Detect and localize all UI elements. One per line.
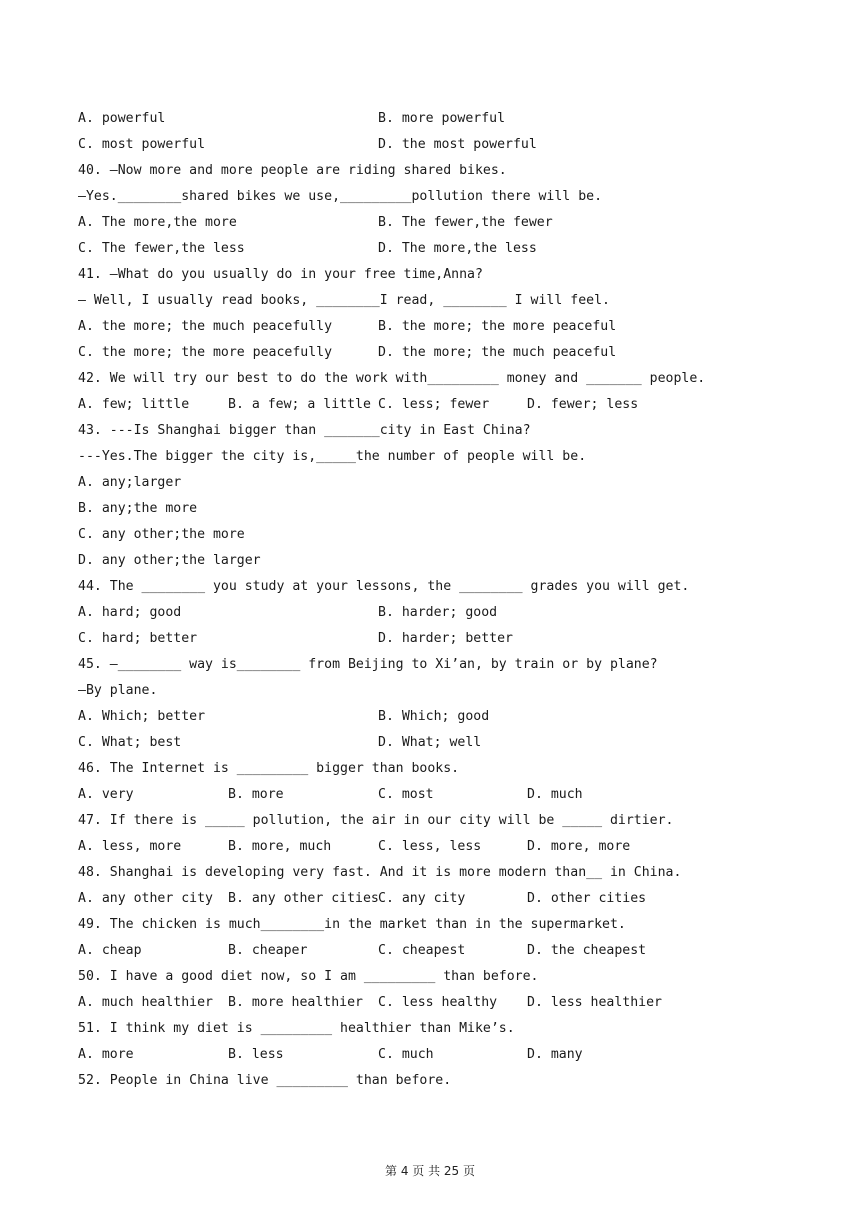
options-row xyxy=(78,834,778,860)
options-row xyxy=(78,210,778,236)
option-b: B. more healthier xyxy=(228,995,363,1010)
text-line: 45. —________ way is________ from Beijing to Xi’an, by train or by plane? xyxy=(78,657,658,672)
option-a: C. hard; better xyxy=(78,631,198,646)
options-row xyxy=(78,704,778,730)
option-b: B. more xyxy=(228,787,284,802)
text-line: —Yes.________shared bikes we use,_________pollution there will be. xyxy=(78,189,603,204)
option-b: B. The fewer,the fewer xyxy=(378,215,553,230)
option-b: B. Which; good xyxy=(378,709,490,724)
option-b: D. the more; the much peaceful xyxy=(378,345,617,360)
options-row xyxy=(78,340,778,366)
option-a: A. few; little xyxy=(78,397,190,412)
option-c: C. cheapest xyxy=(378,943,466,958)
option-d: D. more, more xyxy=(527,839,631,854)
text-line: D. any other;the larger xyxy=(78,553,261,568)
option-b: D. The more,the less xyxy=(378,241,537,256)
text-line: 46. The Internet is _________ bigger than books. xyxy=(78,761,460,776)
option-b: B. cheaper xyxy=(228,943,308,958)
text-line: —By plane. xyxy=(78,683,158,698)
options-row xyxy=(78,886,778,912)
option-d: D. other cities xyxy=(527,891,647,906)
option-c: C. less; fewer xyxy=(378,397,490,412)
text-line: 52. People in China live _________ than before. xyxy=(78,1073,452,1088)
text-line: 49. The chicken is much________in the market than in the supermarket. xyxy=(78,917,626,932)
option-d: D. fewer; less xyxy=(527,397,639,412)
options-row xyxy=(78,1042,778,1068)
option-a: A. hard; good xyxy=(78,605,182,620)
option-b: D. What; well xyxy=(378,735,482,750)
question-list xyxy=(78,106,778,1094)
text-line: 43. ---Is Shanghai bigger than _______city in East China? xyxy=(78,423,531,438)
option-c: C. less, less xyxy=(378,839,482,854)
option-a: A. less, more xyxy=(78,839,182,854)
options-row xyxy=(78,132,778,158)
option-a: A. powerful xyxy=(78,111,166,126)
option-a: A. more xyxy=(78,1047,134,1062)
text-line: 51. I think my diet is _________ healthier than Mike’s. xyxy=(78,1021,515,1036)
options-row xyxy=(78,236,778,262)
text-line: A. any;larger xyxy=(78,475,182,490)
option-b: B. any other cities xyxy=(228,891,379,906)
option-b: B. a few; a little xyxy=(228,397,371,412)
option-b: D. the most powerful xyxy=(378,137,537,152)
option-b: B. harder; good xyxy=(378,605,498,620)
options-row xyxy=(78,392,778,418)
text-line: 48. Shanghai is developing very fast. And it is more modern than__ in China. xyxy=(78,865,682,880)
text-line: 44. The ________ you study at your lessons, the ________ grades you will get. xyxy=(78,579,690,594)
option-a: A. very xyxy=(78,787,134,802)
text-line: B. any;the more xyxy=(78,501,198,516)
option-d: D. the cheapest xyxy=(527,943,647,958)
option-c: C. most xyxy=(378,787,434,802)
options-row xyxy=(78,990,778,1016)
option-b: B. more, much xyxy=(228,839,332,854)
text-line: 42. We will try our best to do the work with_________ money and _______ people. xyxy=(78,371,706,386)
option-d: D. many xyxy=(527,1047,583,1062)
option-a: C. The fewer,the less xyxy=(78,241,245,256)
text-line: 50. I have a good diet now, so I am _________ than before. xyxy=(78,969,539,984)
option-a: C. most powerful xyxy=(78,137,206,152)
option-d: D. much xyxy=(527,787,583,802)
option-c: C. any city xyxy=(378,891,466,906)
text-line: C. any other;the more xyxy=(78,527,245,542)
option-b: D. harder; better xyxy=(378,631,513,646)
option-c: C. much xyxy=(378,1047,434,1062)
options-row xyxy=(78,314,778,340)
options-row xyxy=(78,106,778,132)
text-line: 41. —What do you usually do in your free time,Anna? xyxy=(78,267,483,282)
text-line: ---Yes.The bigger the city is,_____the number of people will be. xyxy=(78,449,587,464)
option-a: A. cheap xyxy=(78,943,142,958)
text-line: 47. If there is _____ pollution, the air in our city will be _____ dirtier. xyxy=(78,813,674,828)
option-b: B. the more; the more peaceful xyxy=(378,319,617,334)
options-row xyxy=(78,730,778,756)
option-a: A. Which; better xyxy=(78,709,206,724)
option-a: A. The more,the more xyxy=(78,215,237,230)
option-a: A. the more; the much peacefully xyxy=(78,319,333,334)
option-a: A. much healthier xyxy=(78,995,213,1010)
option-c: C. less healthy xyxy=(378,995,498,1010)
option-a: C. What; best xyxy=(78,735,182,750)
page-footer: 第 4 页 共 25 页 xyxy=(385,1164,475,1178)
option-b: B. less xyxy=(228,1047,284,1062)
option-a: A. any other city xyxy=(78,891,213,906)
options-row xyxy=(78,938,778,964)
option-b: B. more powerful xyxy=(378,111,506,126)
options-row xyxy=(78,782,778,808)
text-line: 40. —Now more and more people are riding shared bikes. xyxy=(78,163,507,178)
text-line: — Well, I usually read books, ________I read, ________ I will feel. xyxy=(78,293,610,308)
options-row xyxy=(78,626,778,652)
option-a: C. the more; the more peacefully xyxy=(78,345,333,360)
option-d: D. less healthier xyxy=(527,995,662,1010)
options-row xyxy=(78,600,778,626)
